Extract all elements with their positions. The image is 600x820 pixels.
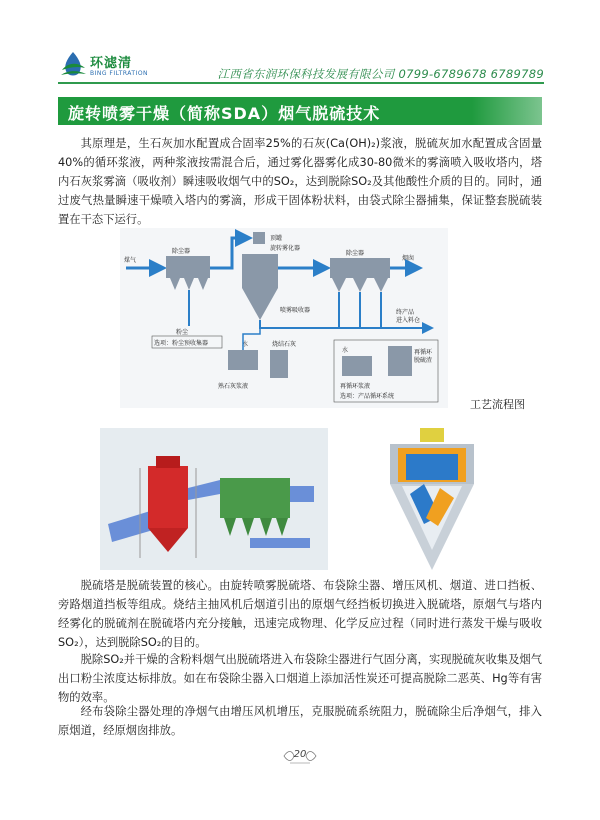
label-chimney: 烟囱 — [402, 255, 415, 262]
label-option2: 选项：产品循环系统 — [340, 393, 395, 400]
label-recirc: 再循环 — [414, 349, 433, 356]
lime-silo — [270, 350, 288, 378]
page-number — [282, 746, 318, 766]
leaf-drop-logo-icon — [58, 50, 88, 80]
label-flue-in: 煤气 — [124, 257, 137, 264]
label-to-silo: 进入料仓 — [396, 317, 421, 324]
company-line: 江西省东润环保科技发展有限公司 0799-6789678 6789789 — [217, 67, 544, 81]
label-lime: 烧结石灰 — [272, 341, 297, 348]
label-recycle-slurry: 再循环浆液 — [340, 383, 371, 390]
title-accent — [472, 97, 542, 125]
label-water2: 水 — [342, 347, 349, 354]
plant-render-icon — [100, 428, 328, 570]
tower-cutaway-icon — [380, 424, 484, 574]
recycle-tank — [342, 356, 372, 376]
paragraph-exhaust: 经布袋除尘器处理的净烟气由增压风机增压，克服脱硫系统阻力，脱硫除尘后净烟气，排入原烟道，经原烟囱排放。 — [58, 705, 542, 737]
logo-en-text: BING FILTRATION — [90, 70, 149, 77]
process-flow-diagram — [120, 228, 448, 408]
process-flow-svg — [120, 228, 448, 408]
label-top-tank: 顶罐 — [270, 235, 283, 242]
diagram-caption: 工艺流程图 — [470, 398, 525, 411]
logo-cn-text: 环滤清 — [90, 56, 133, 71]
label-water1: 水 — [242, 341, 249, 348]
spray-absorber-body — [242, 254, 278, 288]
section-title: 旋转喷雾干燥（简称SDA）烟气脱硫技术 — [68, 104, 381, 123]
desulf-ash-hopper — [388, 346, 412, 376]
label-spray-absorber: 喷雾吸收器 — [280, 307, 311, 314]
label-desulf-ash: 脱硫渣 — [414, 357, 433, 364]
bag-filter-body — [330, 258, 390, 278]
paragraph-principle: 其原理是，生石灰加水配置成合固率25%的石灰(Ca(OH)₂)浆液，脱硫灰加水配置成含固量40%的循环浆液，两种浆液按需混合后，通过雾化器雾化成30-80微米的雾滴喷入吸收塔内，塔内石灰浆雾滴（吸收剂）瞬速吸收烟气中的SO₂，达到脱除SO₂及其他酸性介质的目的。同时，通过废气热量瞬速干燥喷入塔内的雾滴，形成干固体粉状料，由袋式除尘器捕集，保证整套脱硫装置在干态下运行。 — [58, 137, 542, 226]
paragraph-bag-filter: 脱除SO₂并干燥的含粉料烟气出脱硫塔进入布袋除尘器进行气固分离，实现脱硫灰收集及烟气出口粉尘浓度达标排放。如在布袋除尘器入口烟道上添加活性炭还可提高脱除二恶英、Hg等有害物的效率。 — [58, 653, 542, 704]
label-bag-filter: 除尘器 — [346, 250, 365, 257]
spray-tower-cutaway-image — [380, 424, 484, 574]
section-title-bar — [58, 97, 542, 125]
label-precollector: 除尘器 — [172, 248, 191, 255]
page-number-text: 20 — [293, 749, 307, 760]
header-divider — [58, 82, 544, 84]
precollector-body — [166, 256, 210, 278]
label-rotary-atomizer: 旋转雾化器 — [270, 245, 301, 252]
label-option1: 选项：粉尘预收集器 — [154, 340, 209, 347]
company-logo — [58, 48, 158, 84]
paragraph-tower: 脱硫塔是脱硫装置的核心。由旋转喷雾脱硫塔、布袋除尘器、增压风机、烟道、进口挡板、旁路烟道挡板等组成。烧结主抽风机后烟道引出的原烟气经挡板切换进入脱硫塔，原烟气与塔内经雾化的脱硫剂在脱硫塔内充分接触，迅速完成物理、化学反应过程（同时进行蒸发干燥与吸收SO₂），达到脱除SO₂的目的。 — [58, 579, 542, 649]
lime-tank — [228, 350, 258, 370]
top-tank — [253, 232, 265, 244]
desulfurization-plant-image — [100, 428, 328, 570]
label-dust: 粉尘 — [176, 329, 189, 336]
label-slaked-lime: 熟石灰浆液 — [218, 383, 249, 390]
label-final-product: 终产品 — [396, 309, 415, 316]
